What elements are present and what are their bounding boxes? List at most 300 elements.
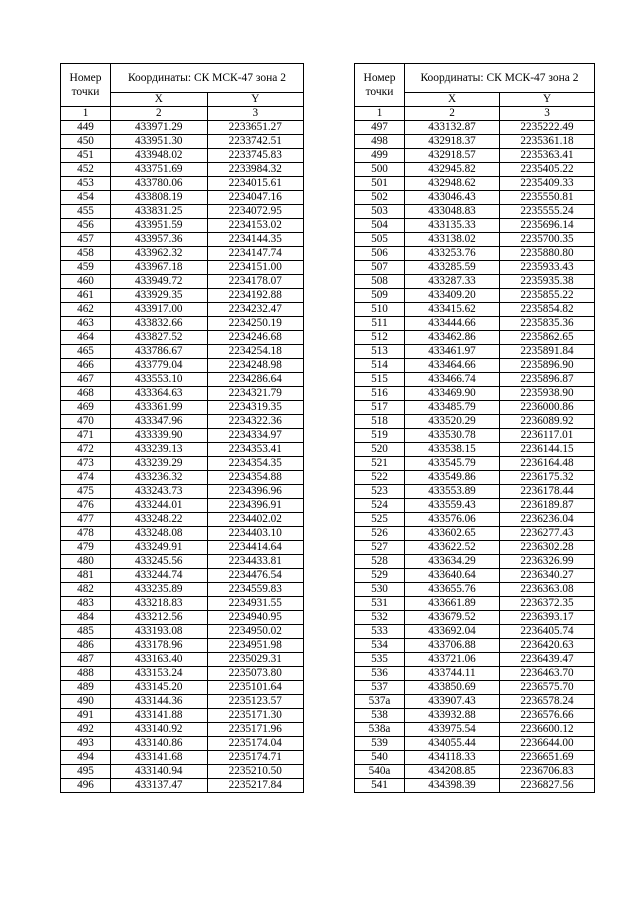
point-number-cell: 532 [355,611,405,625]
column-index-2: 2 [111,107,208,121]
x-coordinate-cell: 433137.47 [111,779,208,793]
y-header: Y [207,93,304,107]
y-coordinate-cell: 2236827.56 [500,779,595,793]
x-coordinate-cell: 433212.56 [111,611,208,625]
x-coordinate-cell: 433248.08 [111,527,208,541]
x-coordinate-cell: 433048.83 [405,205,500,219]
y-coordinate-cell: 2234286.64 [207,373,304,387]
y-coordinate-cell: 2235938.90 [500,387,595,401]
table-row [355,765,595,779]
y-coordinate-cell: 2234047.16 [207,191,304,205]
y-coordinate-cell: 2235700.35 [500,233,595,247]
table-row [355,709,595,723]
x-coordinate-cell: 433962.32 [111,247,208,261]
x-coordinate-cell: 433469.90 [405,387,500,401]
table-row [355,681,595,695]
x-coordinate-cell: 433634.29 [405,555,500,569]
point-number-cell: 462 [61,303,111,317]
x-coordinate-cell: 433545.79 [405,457,500,471]
table-row [355,149,595,163]
table-row [61,303,304,317]
table-row [61,317,304,331]
point-number-cell: 538 [355,709,405,723]
point-number-cell: 485 [61,625,111,639]
point-number-cell: 502 [355,191,405,205]
point-number-cell: 526 [355,527,405,541]
y-coordinate-cell: 2235029.31 [207,653,304,667]
point-number-header-line1: Номер [69,72,102,84]
point-number-cell: 473 [61,457,111,471]
table-row [61,569,304,583]
table-row [61,695,304,709]
y-coordinate-cell: 2235171.96 [207,723,304,737]
x-coordinate-cell: 433461.97 [405,345,500,359]
x-coordinate-cell: 433951.30 [111,135,208,149]
x-coordinate-cell: 433239.29 [111,457,208,471]
point-number-cell: 529 [355,569,405,583]
point-number-cell: 514 [355,359,405,373]
point-number-cell: 451 [61,149,111,163]
point-number-cell: 466 [61,359,111,373]
x-coordinate-cell: 433530.78 [405,429,500,443]
table-row [61,247,304,261]
point-number-cell: 480 [61,555,111,569]
table-row [61,289,304,303]
x-coordinate-cell: 434208.85 [405,765,500,779]
x-coordinate-cell: 434118.33 [405,751,500,765]
y-coordinate-cell: 2233745.83 [207,149,304,163]
y-coordinate-cell: 2236651.69 [500,751,595,765]
table-row [355,653,595,667]
x-coordinate-cell: 433553.89 [405,485,500,499]
x-coordinate-cell: 433780.06 [111,177,208,191]
point-number-cell: 524 [355,499,405,513]
point-number-cell: 460 [61,275,111,289]
y-coordinate-cell: 2235891.84 [500,345,595,359]
table-row [61,261,304,275]
x-coordinate-cell: 433975.54 [405,723,500,737]
y-coordinate-cell: 2236117.01 [500,429,595,443]
x-coordinate-cell: 433932.88 [405,709,500,723]
table-row [61,205,304,219]
x-coordinate-cell: 433831.25 [111,205,208,219]
x-coordinate-cell: 433285.59 [405,261,500,275]
x-coordinate-cell: 433464.66 [405,359,500,373]
x-coordinate-cell: 433145.20 [111,681,208,695]
table-row [61,751,304,765]
x-coordinate-cell: 434398.39 [405,779,500,793]
x-coordinate-cell: 433132.87 [405,121,500,135]
point-number-cell: 464 [61,331,111,345]
y-coordinate-cell: 2234403.10 [207,527,304,541]
y-coordinate-cell: 2234072.95 [207,205,304,219]
y-coordinate-cell: 2235123.57 [207,695,304,709]
point-number-cell: 496 [61,779,111,793]
x-coordinate-cell: 434055.44 [405,737,500,751]
y-coordinate-cell: 2234144.35 [207,233,304,247]
table-row [355,345,595,359]
point-number-cell: 534 [355,639,405,653]
x-coordinate-cell: 433661.89 [405,597,500,611]
table-row [355,611,595,625]
y-coordinate-cell: 2235854.82 [500,303,595,317]
x-coordinate-cell: 433140.86 [111,737,208,751]
table-row [355,191,595,205]
column-index-2: 2 [405,107,500,121]
table-row [355,387,595,401]
table-row [355,401,595,415]
x-coordinate-cell: 433957.36 [111,233,208,247]
x-coordinate-cell: 433347.96 [111,415,208,429]
x-coordinate-cell: 433153.24 [111,667,208,681]
table-row [61,653,304,667]
column-index-1: 1 [355,107,405,121]
x-coordinate-cell: 433144.36 [111,695,208,709]
x-coordinate-cell: 433140.92 [111,723,208,737]
point-number-cell: 516 [355,387,405,401]
table-row [61,233,304,247]
x-coordinate-cell: 433138.02 [405,233,500,247]
point-number-cell: 483 [61,597,111,611]
x-coordinate-cell: 433485.79 [405,401,500,415]
point-number-cell: 471 [61,429,111,443]
x-coordinate-cell: 433364.63 [111,387,208,401]
table-row [355,723,595,737]
column-index-3: 3 [500,107,595,121]
x-coordinate-cell: 433779.04 [111,359,208,373]
y-coordinate-cell: 2235862.65 [500,331,595,345]
y-coordinate-cell: 2234254.18 [207,345,304,359]
table-row [355,737,595,751]
point-number-cell: 450 [61,135,111,149]
x-coordinate-cell: 433949.72 [111,275,208,289]
x-coordinate-cell: 433602.65 [405,527,500,541]
point-number-cell: 515 [355,373,405,387]
x-header: X [111,93,208,107]
point-number-cell: 540a [355,765,405,779]
table-row [61,163,304,177]
y-coordinate-cell: 2235935.38 [500,275,595,289]
y-coordinate-cell: 2234950.02 [207,625,304,639]
point-number-header-line1: Номер [363,72,396,84]
table-row [61,443,304,457]
table-row [61,513,304,527]
point-number-cell: 506 [355,247,405,261]
point-number-cell: 482 [61,583,111,597]
x-coordinate-cell: 433466.74 [405,373,500,387]
y-coordinate-cell: 2234321.79 [207,387,304,401]
point-number-cell: 459 [61,261,111,275]
table-row [355,233,595,247]
y-coordinate-cell: 2235855.22 [500,289,595,303]
point-number-cell: 511 [355,317,405,331]
table-row [355,527,595,541]
x-coordinate-cell: 433679.52 [405,611,500,625]
y-coordinate-cell: 2236175.32 [500,471,595,485]
table-row [355,121,595,135]
table-row [61,135,304,149]
point-number-cell: 461 [61,289,111,303]
x-coordinate-cell: 433967.18 [111,261,208,275]
table-row [355,569,595,583]
point-number-cell: 467 [61,373,111,387]
column-index-1: 1 [61,107,111,121]
y-coordinate-cell: 2236393.17 [500,611,595,625]
point-number-cell: 525 [355,513,405,527]
x-coordinate-cell: 433538.15 [405,443,500,457]
table-row [61,625,304,639]
table-row [61,639,304,653]
point-number-cell: 458 [61,247,111,261]
y-coordinate-cell: 2236164.48 [500,457,595,471]
y-coordinate-cell: 2235174.71 [207,751,304,765]
table-row [61,275,304,289]
x-coordinate-cell: 433248.22 [111,513,208,527]
y-coordinate-cell: 2235171.30 [207,709,304,723]
point-number-cell: 487 [61,653,111,667]
y-coordinate-cell: 2236575.70 [500,681,595,695]
y-header: Y [500,93,595,107]
table-row [61,779,304,793]
y-coordinate-cell: 2234931.55 [207,597,304,611]
y-coordinate-cell: 2234322.36 [207,415,304,429]
x-coordinate-cell: 433046.43 [405,191,500,205]
point-number-cell: 512 [355,331,405,345]
table-row [355,261,595,275]
y-coordinate-cell: 2234192.88 [207,289,304,303]
y-coordinate-cell: 2234433.81 [207,555,304,569]
y-coordinate-cell: 2236089.92 [500,415,595,429]
x-coordinate-cell: 433948.02 [111,149,208,163]
point-number-header [355,64,405,107]
y-coordinate-cell: 2234153.02 [207,219,304,233]
table-row [355,359,595,373]
table-row [355,135,595,149]
point-number-cell: 456 [61,219,111,233]
x-coordinate-cell: 433339.90 [111,429,208,443]
x-coordinate-cell: 433827.52 [111,331,208,345]
x-coordinate-cell: 433135.33 [405,219,500,233]
y-coordinate-cell: 2235896.90 [500,359,595,373]
point-number-cell: 488 [61,667,111,681]
table-row [61,555,304,569]
x-coordinate-cell: 433850.69 [405,681,500,695]
x-coordinate-cell: 433576.06 [405,513,500,527]
y-coordinate-cell: 2235896.87 [500,373,595,387]
x-coordinate-cell: 433971.29 [111,121,208,135]
y-coordinate-cell: 2234147.74 [207,247,304,261]
point-number-cell: 494 [61,751,111,765]
table-row [355,219,595,233]
point-number-cell: 492 [61,723,111,737]
y-coordinate-cell: 2234940.95 [207,611,304,625]
point-number-cell: 508 [355,275,405,289]
y-coordinate-cell: 2235361.18 [500,135,595,149]
x-coordinate-cell: 433907.43 [405,695,500,709]
y-coordinate-cell: 2234178.07 [207,275,304,289]
y-coordinate-cell: 2233651.27 [207,121,304,135]
y-coordinate-cell: 2235222.49 [500,121,595,135]
table-row [355,205,595,219]
point-number-cell: 477 [61,513,111,527]
point-number-cell: 481 [61,569,111,583]
table-row [61,681,304,695]
table-row [61,541,304,555]
y-coordinate-cell: 2234232.47 [207,303,304,317]
table-row [61,527,304,541]
x-coordinate-cell: 433786.67 [111,345,208,359]
table-row [61,331,304,345]
point-number-cell: 528 [355,555,405,569]
table-row [61,611,304,625]
point-number-cell: 491 [61,709,111,723]
y-coordinate-cell: 2234246.68 [207,331,304,345]
x-coordinate-cell: 433622.52 [405,541,500,555]
table-row [61,415,304,429]
y-coordinate-cell: 2236463.70 [500,667,595,681]
coordinates-table-right [354,63,595,793]
x-coordinate-cell: 433744.11 [405,667,500,681]
table-row [61,765,304,779]
y-coordinate-cell: 2234354.88 [207,471,304,485]
y-coordinate-cell: 2233742.51 [207,135,304,149]
y-coordinate-cell: 2236326.99 [500,555,595,569]
y-coordinate-cell: 2236576.66 [500,709,595,723]
point-number-cell: 472 [61,443,111,457]
y-coordinate-cell: 2236363.08 [500,583,595,597]
y-coordinate-cell: 2234334.97 [207,429,304,443]
x-coordinate-cell: 433444.66 [405,317,500,331]
y-coordinate-cell: 2235217.84 [207,779,304,793]
table-row [355,443,595,457]
x-coordinate-cell: 432948.62 [405,177,500,191]
x-coordinate-cell: 432918.57 [405,149,500,163]
y-coordinate-cell: 2236706.83 [500,765,595,779]
y-coordinate-cell: 2234414.64 [207,541,304,555]
y-coordinate-cell: 2236340.27 [500,569,595,583]
x-coordinate-cell: 432945.82 [405,163,500,177]
table-row [61,485,304,499]
table-row [355,163,595,177]
table-row [355,303,595,317]
table-row [61,597,304,611]
point-number-cell: 484 [61,611,111,625]
x-coordinate-cell: 433141.88 [111,709,208,723]
point-number-cell: 465 [61,345,111,359]
column-index-3: 3 [207,107,304,121]
x-coordinate-cell: 433239.13 [111,443,208,457]
table-row [355,429,595,443]
y-coordinate-cell: 2234396.91 [207,499,304,513]
x-coordinate-cell: 433218.83 [111,597,208,611]
y-coordinate-cell: 2236600.12 [500,723,595,737]
y-coordinate-cell: 2234353.41 [207,443,304,457]
y-coordinate-cell: 2236439.47 [500,653,595,667]
table-row [61,667,304,681]
x-coordinate-cell: 433640.64 [405,569,500,583]
y-coordinate-cell: 2236372.35 [500,597,595,611]
y-coordinate-cell: 2236578.24 [500,695,595,709]
y-coordinate-cell: 2235073.80 [207,667,304,681]
table-row [355,779,595,793]
table-row [355,317,595,331]
y-coordinate-cell: 2235880.80 [500,247,595,261]
table-row [355,667,595,681]
point-number-cell: 475 [61,485,111,499]
table-row [355,457,595,471]
y-coordinate-cell: 2234151.00 [207,261,304,275]
y-coordinate-cell: 2235405.22 [500,163,595,177]
y-coordinate-cell: 2234951.98 [207,639,304,653]
x-coordinate-cell: 433751.69 [111,163,208,177]
table-row [355,289,595,303]
table-row [61,737,304,751]
point-number-cell: 455 [61,205,111,219]
point-number-cell: 504 [355,219,405,233]
x-coordinate-cell: 433462.86 [405,331,500,345]
x-header: X [405,93,500,107]
x-coordinate-cell: 433193.08 [111,625,208,639]
y-coordinate-cell: 2235174.04 [207,737,304,751]
x-coordinate-cell: 433549.86 [405,471,500,485]
table-row [355,373,595,387]
table-row [355,499,595,513]
y-coordinate-cell: 2236000.86 [500,401,595,415]
y-coordinate-cell: 2235555.24 [500,205,595,219]
point-number-cell: 457 [61,233,111,247]
point-number-cell: 513 [355,345,405,359]
point-number-cell: 509 [355,289,405,303]
y-coordinate-cell: 2234396.96 [207,485,304,499]
table-row [355,751,595,765]
table-row [355,513,595,527]
point-number-cell: 522 [355,471,405,485]
y-coordinate-cell: 2235101.64 [207,681,304,695]
x-coordinate-cell: 433917.00 [111,303,208,317]
table-row [61,499,304,513]
point-number-cell: 469 [61,401,111,415]
x-coordinate-cell: 433409.20 [405,289,500,303]
coordinates-table-left [60,63,304,793]
y-coordinate-cell: 2235409.33 [500,177,595,191]
x-coordinate-cell: 433361.99 [111,401,208,415]
point-number-cell: 497 [355,121,405,135]
y-coordinate-cell: 2236644.00 [500,737,595,751]
point-number-cell: 520 [355,443,405,457]
table-row [61,121,304,135]
point-number-cell: 503 [355,205,405,219]
point-number-cell: 537 [355,681,405,695]
point-number-cell: 527 [355,541,405,555]
x-coordinate-cell: 433287.33 [405,275,500,289]
y-coordinate-cell: 2236189.87 [500,499,595,513]
point-number-cell: 538a [355,723,405,737]
table-row [61,191,304,205]
y-coordinate-cell: 2234402.02 [207,513,304,527]
point-number-cell: 523 [355,485,405,499]
point-number-cell: 521 [355,457,405,471]
x-coordinate-cell: 433559.43 [405,499,500,513]
x-coordinate-cell: 433929.35 [111,289,208,303]
y-coordinate-cell: 2234319.35 [207,401,304,415]
y-coordinate-cell: 2234015.61 [207,177,304,191]
y-coordinate-cell: 2236178.44 [500,485,595,499]
point-number-cell: 507 [355,261,405,275]
y-coordinate-cell: 2235550.81 [500,191,595,205]
table-row [61,709,304,723]
coordinates-header: Координаты: СК МСК-47 зона 2 [111,64,304,93]
y-coordinate-cell: 2235210.50 [207,765,304,779]
